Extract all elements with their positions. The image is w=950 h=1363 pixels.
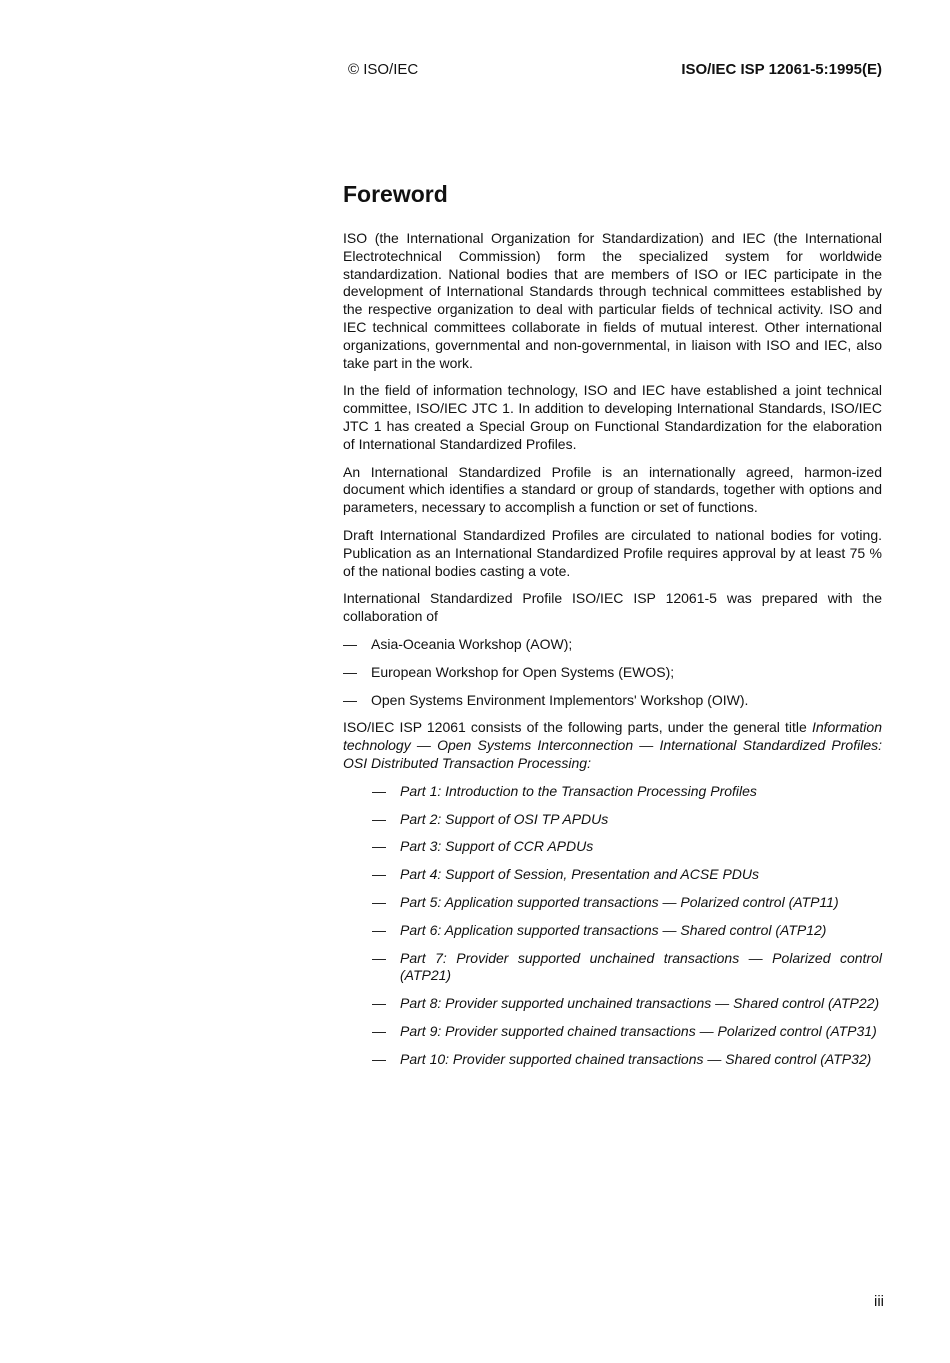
part-text: Part 6: Application supported transactions — Shared control (ATP12) — [400, 921, 827, 938]
list-item — [372, 838, 882, 856]
foreword-body — [343, 230, 882, 1078]
workshop-text: European Workshop for Open Systems (EWOS); — [371, 663, 675, 680]
header-document-id: ISO/IEC ISP 12061-5:1995(E) — [681, 61, 882, 78]
dash-bullet: — — [372, 1050, 386, 1067]
dash-bullet: — — [372, 838, 386, 855]
part-text: Part 9: Provider supported chained transactions — Polarized control (ATP31) — [400, 1022, 877, 1039]
parts-intro-paragraph — [343, 719, 882, 772]
paragraph: ISO (the International Organization for Standardization) and IEC (the International Electrotechnical Commission) form the specialized system for worldwide standardization. National bodies that are members of ISO or IEC participate in the development of International Standards through technical committees established by the respective organization to deal with particular fields of technical activity. ISO and IEC technical committees collaborate in fields of mutual interest. Other international organizations, governmental and non-governmental, in liaison with ISO and IEC, also take part in the work. — [343, 230, 882, 371]
list-item — [372, 811, 882, 829]
dash-bullet: — — [343, 691, 357, 708]
dash-bullet: — — [343, 635, 357, 652]
list-item — [343, 636, 882, 654]
list-item — [372, 866, 882, 884]
list-item — [372, 950, 882, 986]
dash-bullet: — — [372, 949, 386, 966]
list-item — [372, 995, 882, 1013]
dash-bullet: — — [372, 1022, 386, 1039]
paragraph: International Standardized Profile ISO/IEC ISP 12061-5 was prepared with the collaboration of — [343, 590, 882, 625]
dash-bullet: — — [372, 866, 386, 883]
workshop-text: Open Systems Environment Implementors' Workshop (OIW). — [371, 691, 749, 708]
workshop-text: Asia-Oceania Workshop (AOW); — [371, 635, 573, 652]
part-text: Part 7: Provider supported unchained transactions — Polarized control (ATP21) — [400, 949, 882, 984]
dash-bullet: — — [372, 995, 386, 1012]
list-item — [372, 922, 882, 940]
dash-bullet: — — [372, 782, 386, 799]
parts-list — [372, 783, 882, 1069]
part-text: Part 2: Support of OSI TP APDUs — [400, 810, 609, 827]
page-title: Foreword — [343, 181, 448, 207]
part-text: Part 3: Support of CCR APDUs — [400, 838, 594, 855]
workshop-list — [343, 636, 882, 709]
part-text: Part 5: Application supported transactions — Polarized control (ATP11) — [400, 893, 839, 910]
parts-intro: ISO/IEC ISP 12061 consists of the following parts, under the general title — [343, 719, 807, 736]
header-copyright: © ISO/IEC — [348, 61, 419, 78]
list-item — [372, 894, 882, 912]
list-item — [343, 692, 882, 710]
part-text: Part 10: Provider supported chained transactions — Shared control (ATP32) — [400, 1050, 872, 1067]
dash-bullet: — — [343, 663, 357, 680]
part-text: Part 8: Provider supported unchained transactions — Shared control (ATP22) — [400, 995, 880, 1012]
list-item — [372, 1051, 882, 1069]
page-number: iii — [874, 1293, 884, 1310]
paragraph: Draft International Standardized Profiles are circulated to national bodies for voting. Publication as an International Standardized Profile requires approval by at least 75 % of the national bodies casting a vote. — [343, 526, 882, 579]
part-text: Part 1: Introduction to the Transaction Processing Profiles — [400, 782, 757, 799]
dash-bullet: — — [372, 893, 386, 910]
list-item — [343, 664, 882, 682]
parts-general-title: Information technology — Open Systems Interconnection — International Standardized Profiles: OSI Distributed Transaction Processing: — [343, 719, 882, 771]
list-item — [372, 783, 882, 801]
paragraph: An International Standardized Profile is an internationally agreed, harmon-ized document which identifies a standard or group of standards, together with options and parameters, necessary to accomplish a function or set of functions. — [343, 463, 882, 516]
paragraph: In the field of information technology, ISO and IEC have established a joint technical committee, ISO/IEC JTC 1. In addition to developing International Standards, ISO/IEC JTC 1 has created a Special Group on Functional Standardization for the elaboration of International Standardized Profiles. — [343, 382, 882, 452]
dash-bullet: — — [372, 921, 386, 938]
list-item — [372, 1023, 882, 1041]
part-text: Part 4: Support of Session, Presentation and ACSE PDUs — [400, 866, 760, 883]
dash-bullet: — — [372, 810, 386, 827]
